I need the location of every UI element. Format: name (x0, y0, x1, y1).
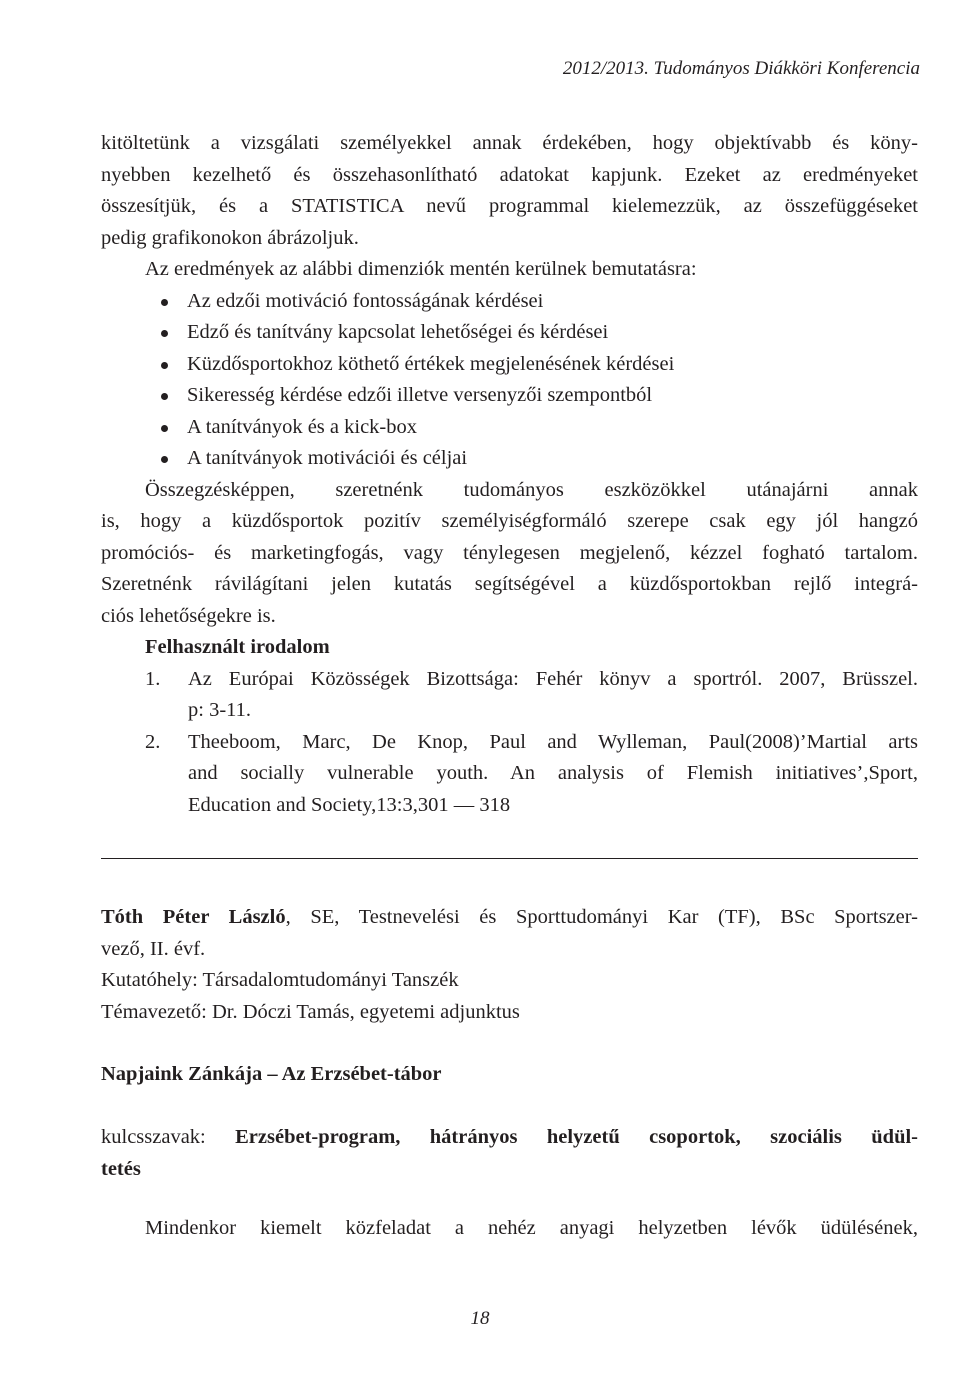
text-line: Összegzésképpen, szeretnénk tudományos eszközökkel utánajárni annak (145, 478, 918, 501)
text-line: promóciós- és marketingfogás, vagy ténylegesen megjelenő, kézzel fogható tartalom. (101, 541, 918, 564)
section-divider (101, 858, 918, 859)
text-line: p: 3-11. (188, 699, 252, 721)
author-name: Tóth Péter László (101, 906, 286, 928)
text-line: pedig grafikonokon ábrázoljuk. (101, 226, 359, 249)
references-list (101, 664, 918, 822)
text-line: nyebben kezelhető és összehasonlítható adatokat kapjunk. Ezeket az eredményeket (101, 163, 918, 186)
list-item: Edző és tanítvány kapcsolat lehetőségei és kérdései (161, 317, 918, 349)
running-header: 2012/2013. Tudományos Diákköri Konferencia (562, 58, 920, 79)
article-body (101, 1213, 918, 1245)
text-line: Szeretnénk rávilágítani jelen kutatás segítségével a küzdősportokban rejlő integrá- (101, 573, 918, 595)
reference-number: 1. (145, 667, 161, 690)
text-line: ciós lehetőségekre is. (101, 604, 276, 627)
text-line: is, hogy a küzdősportok pozitív személyiségformáló szerepe csak egy jól hangzó (101, 510, 918, 532)
page-number: 18 (470, 1308, 490, 1329)
dimensions-list (101, 286, 918, 475)
keywords-value: Erzsébet-program, hátrányos helyzetű csoportok, szociális üdül- (235, 1126, 918, 1148)
author-line (101, 902, 918, 934)
keywords-line (101, 1122, 918, 1154)
text-line: Theeboom, Marc, De Knop, Paul and Wylleman, Paul(2008)’Martial arts (188, 730, 918, 753)
keywords-continuation: tetés (101, 1157, 141, 1180)
reference-item (145, 727, 918, 822)
text-line: vező, II. évf. (101, 937, 206, 960)
dimensions-intro: Az eredmények az alábbi dimenziók mentén kerülnek bemutatásra: (145, 258, 697, 280)
article-title-text: Napjaink Zánkája – Az Erzsébet-tábor (101, 1063, 442, 1085)
author-affiliation: , SE, Testnevelési és Sporttudományi Kar (TF), BSc Sportszer- (285, 906, 918, 928)
list-item: Az edzői motiváció fontosságának kérdései (161, 286, 918, 318)
author-block (101, 902, 918, 1028)
reference-item (145, 664, 918, 727)
list-item: A tanítványok motivációi és céljai (161, 443, 918, 475)
text-line: and socially vulnerable youth. An analysis of Flemish initiatives’,Sport, (188, 762, 918, 784)
article-title (101, 1059, 918, 1091)
keywords-block (101, 1122, 918, 1185)
text-line: Mindenkor kiemelt közfeladat a nehéz anyagi helyzetben lévők üdülésének, (145, 1217, 918, 1239)
list-item: Sikeresség kérdése edzői illetve versenyzői szempontból (161, 380, 918, 412)
summary-paragraph (101, 475, 918, 633)
list-item: A tanítványok és a kick-box (161, 412, 918, 444)
intro-paragraph (101, 128, 918, 821)
references-heading: Felhasznált irodalom (145, 636, 330, 658)
text-line: Education and Society,13:3,301 — 318 (188, 793, 511, 816)
keywords-label: kulcsszavak: (101, 1126, 236, 1148)
text-line: összesítjük, és a STATISTICA nevű programmal kielemezzük, az összefüggéseket (101, 195, 918, 217)
list-item: Küzdősportokhoz köthető értékek megjelenésének kérdései (161, 349, 918, 381)
reference-number: 2. (145, 730, 161, 753)
supervisor: Témavezető: Dr. Dóczi Tamás, egyetemi adjunktus (101, 1000, 520, 1023)
workplace: Kutatóhely: Társadalomtudományi Tanszék (101, 969, 459, 991)
text-line: Az Európai Közösségek Bizottsága: Fehér könyv a sportról. 2007, Brüsszel. (188, 667, 918, 690)
text-line: kitöltetünk a vizsgálati személyekkel annak érdekében, hogy objektívabb és köny- (101, 132, 918, 154)
